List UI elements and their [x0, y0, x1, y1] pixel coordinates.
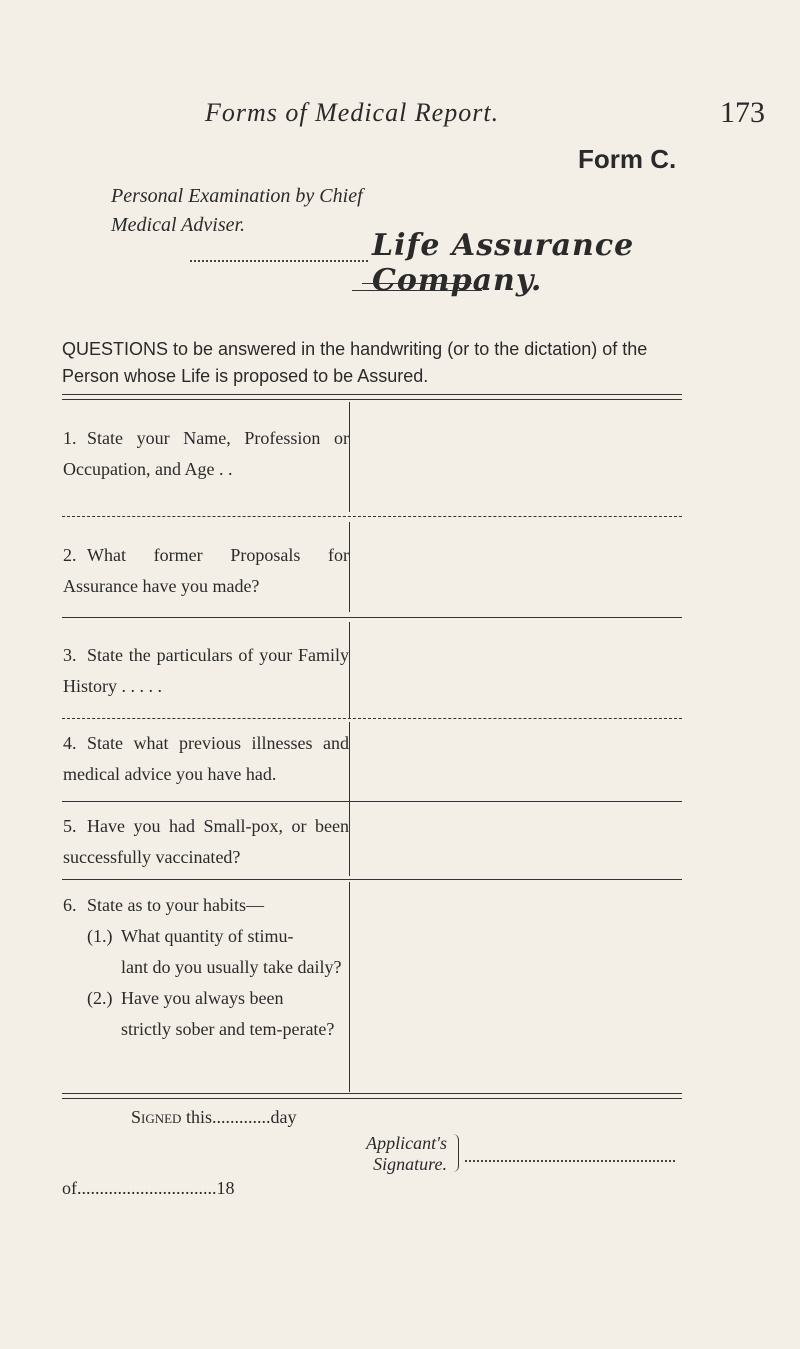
- company-name-blank: [190, 246, 368, 262]
- row-divider: [62, 801, 682, 802]
- question-4: [63, 728, 349, 790]
- signature-brace: [450, 1134, 459, 1172]
- column-divider: [349, 882, 350, 1092]
- sub-question-number: (2.): [87, 988, 113, 1008]
- sub-question-1: [63, 921, 349, 983]
- table-bottom-rule: [62, 1098, 682, 1099]
- question-text: Have you had Small-pox, or been successfully vaccinated?: [63, 816, 349, 867]
- divider: [362, 283, 472, 284]
- page-number: 173: [720, 96, 765, 129]
- sub-question-number: (1.): [87, 926, 113, 946]
- question-2: [63, 540, 349, 602]
- row-divider: [62, 516, 682, 517]
- company-name: Life Assurance Company.: [372, 228, 635, 298]
- subtitle: Personal Examination by Chief Medical Adviser.: [111, 185, 363, 236]
- column-divider: [349, 522, 350, 612]
- applicant-label-line2: Signature.: [373, 1154, 447, 1174]
- question-text: State the particulars of your Family History . . . . .: [63, 645, 349, 696]
- sub-question-text-cont: lant do you usually take daily?: [121, 957, 342, 977]
- row-divider: [62, 879, 682, 880]
- divider: [352, 290, 482, 291]
- question-text: State as to your habits—: [87, 895, 264, 915]
- column-divider: [349, 402, 350, 512]
- question-text: State your Name, Profession or Occupation, and Age . .: [63, 428, 349, 479]
- applicant-label: [327, 1133, 447, 1175]
- applicant-label-line1: Applicant's: [366, 1133, 447, 1153]
- sub-question-2: [63, 983, 349, 1045]
- form-label: Form C.: [578, 144, 677, 174]
- of-line: of...............................18: [62, 1178, 235, 1198]
- table-top-rule: [62, 394, 682, 395]
- question-number: 1.: [63, 428, 77, 448]
- signed-date: this.............day: [185, 1107, 297, 1127]
- instructions: QUESTIONS to be answered in the handwriting (or to the dictation) of the Person whose Life is proposed to be Assured.: [62, 339, 648, 386]
- table-top-rule: [62, 399, 682, 400]
- question-number: 6.: [63, 895, 77, 915]
- sub-question-text-cont: strictly sober and tem-perate?: [121, 1019, 335, 1039]
- column-divider: [349, 622, 350, 718]
- question-text: What former Proposals for Assurance have you made?: [63, 545, 349, 596]
- question-number: 4.: [63, 733, 77, 753]
- signature-blank: [465, 1160, 675, 1162]
- table-bottom-rule: [62, 1093, 682, 1094]
- question-6: [63, 890, 349, 1045]
- sub-question-text: Have you always been: [121, 988, 284, 1008]
- signed-line: [131, 1107, 296, 1128]
- question-number: 5.: [63, 816, 77, 836]
- sub-question-text: What quantity of stimu-: [121, 926, 294, 946]
- signed-word: Signed: [131, 1107, 182, 1127]
- running-title: Forms of Medical Report.: [205, 98, 500, 127]
- column-divider: [349, 804, 350, 876]
- row-divider: [62, 718, 682, 719]
- question-text: State what previous illnesses and medical advice you have had.: [63, 733, 349, 784]
- question-number: 2.: [63, 545, 77, 565]
- question-1: [63, 423, 349, 485]
- question-number: 3.: [63, 645, 77, 665]
- question-5: [63, 811, 349, 873]
- question-3: [63, 640, 349, 702]
- row-divider: [62, 617, 682, 618]
